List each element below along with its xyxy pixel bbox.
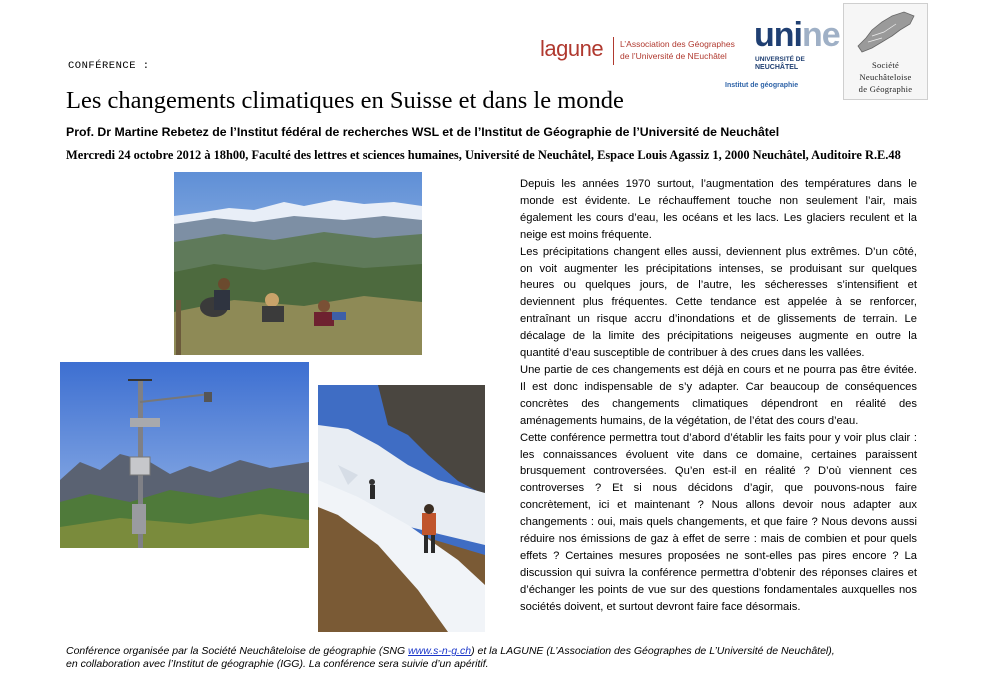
unine-institute-label: Institut de géographie (725, 82, 799, 89)
footer-note (66, 645, 835, 671)
body-paragraph: Une partie de ces changements est déjà en cours et ne pourra pas être évitée. Il est donc indispensable de s’y adapter. Car beaucoup de conséquences concrètes des changements climatiques dépendront en réalité des aménagements humains, de la végétation, de l’état des cours d’eau. (520, 363, 917, 427)
page-title: Les changements climatiques en Suisse et dans le monde (66, 87, 624, 114)
lagune-logo (540, 33, 740, 73)
body-paragraph: Les précipitations changent elles aussi, deviennent plus extrêmes. D’un côté, on voit augmenter les précipitations intenses, se produisant sur quelques heures ou quelques jours, de l’autre, les sécheresses s’intensifient et deviennent plus fréquentes. Cette tendance est appelée à se renforcer, entraînant un risque accru d’inondations et de glissements de terrain. Le décalage de la limite des précipitations neigeuses augmente en outre la quantité d’eau susceptible de contribuer à des crues dans les vallées. (520, 245, 917, 360)
event-details: Mercredi 24 octobre 2012 à 18h00, Faculté des lettres et sciences humaines, Université de Neuchâtel, Espace Louis Agassiz 1, 2000 Neuchâtel, Auditoire R.E.48 (66, 148, 901, 162)
footer-line-1 (66, 645, 835, 658)
photo-weather-station (60, 362, 309, 548)
conference-label: CONFÉRENCE : (68, 60, 150, 72)
sng-line-1: Société (871, 60, 900, 70)
unine-wordmark-light: ne (801, 16, 840, 54)
sng-line-3: de Géographie (858, 84, 913, 94)
lagune-divider (613, 37, 614, 65)
unine-university-label: UNIVERSITÉ DE (755, 56, 805, 63)
photo-hikers-alpine-view (174, 172, 422, 355)
body-paragraph: Cette conférence permettra tout d’abord d’établir les faits pour y voir plus clair : les connaissances évoluent vite dans ce domaine, certaines paraissent brusquement controversées. Qu’en est-il en réalité ? D’où viennent ces controverses ? Et si nous décidons d’agir, que pouvons-nous faire concrètement, ici et maintenant ? Nous allons devoir nous adapter aux changements : oui, mais quels changements, et que faire ? Nous devons aussi réduire nos émissions de gaz à effet de serre : mais de combien et pour quels effets ? Certaines mesures proposées ne sont-elles pas pires encore ? La discussion qui suivra la conférence permettra d’obtenir des réponses claires et d’échanger les points de vue sur des questions fondamentales auxquelles nos sociétés doivent, et surtout devront faire face désormais. (520, 431, 917, 613)
body-paragraph: Depuis les années 1970 surtout, l’augmentation des températures dans le monde est évidente. Le réchauffement touche non seulement l’air, mais également les cours d’eau, les océans et les lacs. Les glaciers reculent et la neige est moins fréquente. (520, 178, 917, 241)
footer-line-2: en collaboration avec l’Institut de géographie (IGG). La conférence sera suivie d’un apéritif. (66, 658, 489, 670)
sng-line-2: Neuchâteloise (859, 72, 912, 82)
unine-wordmark-dark: uni (754, 16, 802, 54)
footer-line-1-start: Conférence organisée par la Société Neuchâteloise de géographie (SNG (66, 645, 409, 657)
photo-snowy-mountain-trail (318, 385, 485, 632)
lagune-tagline-1: L’Association des Géographes (620, 39, 735, 49)
sng-logo (843, 3, 928, 100)
unine-wordmark (754, 16, 840, 55)
sng-website-link[interactable]: www.s-n-g.ch (408, 645, 472, 657)
canton-map-icon (852, 8, 920, 56)
lagune-wordmark: lagune (540, 36, 604, 61)
speaker-line: Prof. Dr Martine Rebetez de l’Institut fédéral de recherches WSL et de l’Institut de Géographie de l’Université de Neuchâtel (66, 125, 780, 139)
lagune-tagline-2: de l’Université de NEuchâtel (620, 51, 727, 61)
unine-city-label: NEUCHÂTEL (755, 64, 799, 71)
article-body (520, 176, 917, 616)
unine-logo (725, 16, 842, 96)
footer-line-1-end: ) et la LAGUNE (L’Association des Géographes de L’Université de Neuchâtel), (471, 645, 835, 657)
